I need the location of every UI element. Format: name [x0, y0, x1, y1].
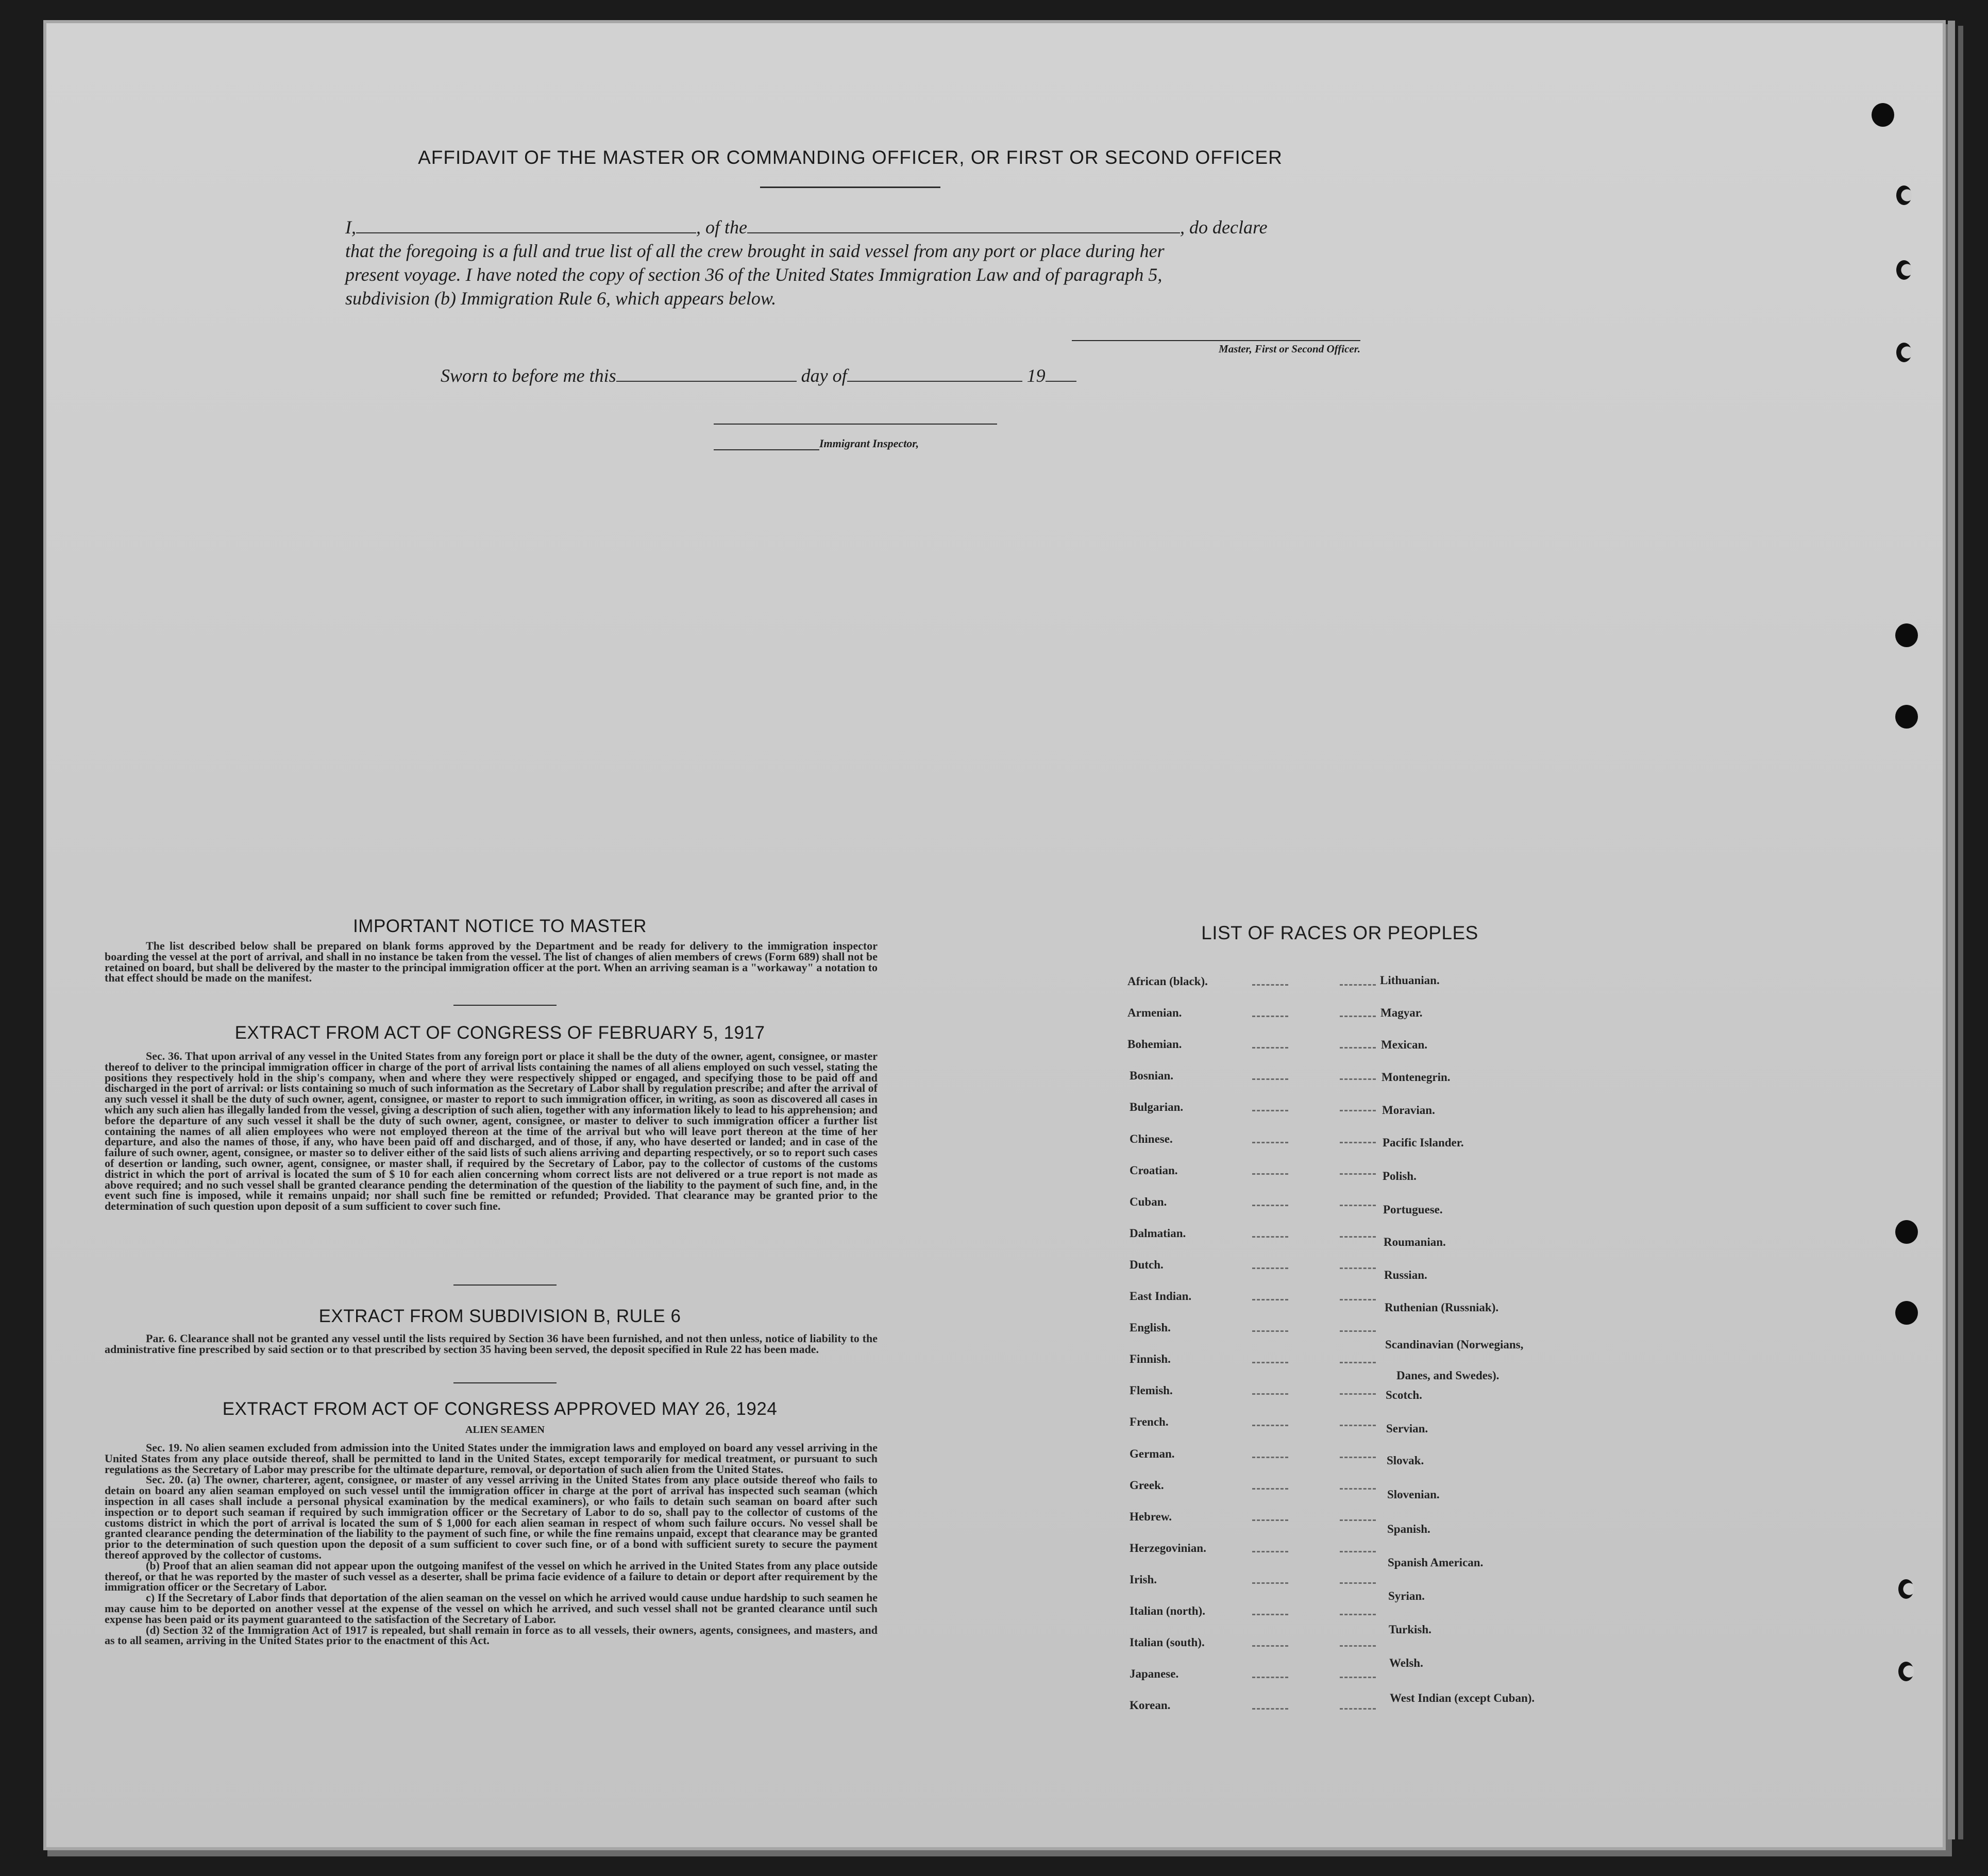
race-item-right: Pacific Islander. [1383, 1136, 1464, 1149]
divider [453, 1382, 557, 1383]
sec-20c-paragraph: c) If the Secretary of Labor finds that deportation of the alien seaman on the vessel on which he arrived would cause undue hardship to such seamen he may cause him to be deported on another vessel at the expense of the vessel on which he arrived, and such vessel shall not be granted clearance until such expense has been paid or its payment guaranteed to the satisfaction of the Secretary of Labor. [105, 1591, 878, 1626]
divider [453, 1005, 557, 1006]
race-item-left: Finnish. [1130, 1353, 1171, 1365]
race-item-right: Polish. [1383, 1170, 1417, 1182]
binder-hole [1895, 705, 1918, 729]
race-item-left: Bohemian. [1127, 1038, 1182, 1051]
leader-dash [1252, 1236, 1288, 1238]
leader-dash [1252, 1142, 1288, 1143]
sec-19-paragraph: Sec. 19. No alien seamen excluded from admission into the United States under the immigration laws and employed on board any vessel arriving in the United States from any place outside thereof, shall be permitted to land in the United States, except temporarily for medical treatment, or pursuant to such regulations as the Secretary of Labor may prescribe for the ultimate departure, removal, or deportation of such alien from the United States. [105, 1441, 878, 1476]
extract-1924-text [105, 1443, 878, 1646]
signature-line [1072, 340, 1360, 341]
leader-dash [1340, 1488, 1376, 1490]
race-item-left: Dalmatian. [1130, 1227, 1186, 1240]
race-item-right: Servian. [1386, 1422, 1428, 1435]
leader-dash [1340, 1016, 1376, 1017]
leader-dash [1340, 1330, 1376, 1332]
notice-paragraph: The list described below shall be prepared on blank forms approved by the Department and be ready for delivery to the immigration inspector boarding the vessel at the port of arrival, and shall in no instance be taken from the vessel. The list of changes of alien members of crews (Form 689) shall not be retained on board, but shall be delivered by the master to the principal immigration officer at the port. When an arriving seaman is a "workaway" a notation to that effect should be made on the manifest. [105, 939, 878, 985]
race-item-right: Portuguese. [1383, 1203, 1443, 1216]
race-item-right: Magyar. [1380, 1006, 1423, 1019]
leader-dash [1252, 1582, 1288, 1584]
race-item-left: Hebrew. [1130, 1510, 1172, 1523]
name-blank [356, 232, 696, 233]
year-prefix: 19 [1026, 365, 1046, 386]
leader-dash [1340, 1457, 1376, 1458]
race-item-left: Bulgarian. [1130, 1101, 1184, 1113]
leader-dash [1340, 1519, 1376, 1521]
race-item-left: African (black). [1127, 975, 1208, 988]
leader-dash [1340, 1142, 1376, 1143]
affidavit-title: AFFIDAVIT OF THE MASTER OR COMMANDING OFFICER, OR FIRST OR SECOND OFFICER [418, 147, 1283, 168]
leader-dash [1252, 1173, 1288, 1175]
extract-rule6-text [105, 1333, 878, 1355]
leader-dash [1340, 1078, 1376, 1080]
affidavit-of-the: , of the [696, 217, 747, 238]
leader-dash [1340, 1173, 1376, 1175]
page-edge [1948, 21, 1955, 1839]
extract-1917-title: EXTRACT FROM ACT OF CONGRESS OF FEBRUARY 5, 1917 [234, 1023, 765, 1043]
race-item-right: Montenegrin. [1382, 1071, 1451, 1084]
extract-rule6-paragraph: Par. 6. Clearance shall not be granted any vessel until the lists required by Section 36 have been furnished, and not then unless, notice of liability to the administrative fine prescribed by said section or to that prescribed by section 35 having been served, the deposit specified in Rule 22 has been made. [105, 1332, 878, 1356]
race-item-right: Mexican. [1381, 1038, 1428, 1051]
leader-dash [1340, 1236, 1376, 1238]
binder-hole [1896, 260, 1912, 280]
leader-dash [1340, 1708, 1376, 1710]
leader-dash [1252, 1519, 1288, 1521]
leader-dash [1340, 1362, 1376, 1363]
affidavit-i: I, [345, 217, 356, 238]
leader-dash [1252, 1551, 1288, 1552]
race-item-left: Greek. [1130, 1479, 1164, 1492]
notice-text [105, 941, 878, 984]
race-item-left: Japanese. [1130, 1667, 1179, 1680]
leader-dash [1252, 1677, 1288, 1678]
race-item-left: German. [1130, 1447, 1175, 1460]
race-item-left: Korean. [1130, 1699, 1171, 1712]
race-item-left: Flemish. [1130, 1384, 1173, 1397]
vessel-blank [747, 232, 1180, 233]
leader-dash [1252, 984, 1288, 986]
leader-dash [1340, 1393, 1376, 1395]
leader-dash [1340, 1267, 1376, 1269]
binder-hole [1895, 1301, 1918, 1325]
race-item-right: Spanish. [1387, 1523, 1430, 1535]
notice-title: IMPORTANT NOTICE TO MASTER [353, 916, 647, 936]
leader-dash [1252, 1299, 1288, 1300]
binder-hole [1896, 185, 1912, 205]
binder-hole [1898, 1662, 1914, 1681]
binder-hole [1872, 103, 1894, 127]
race-item-right: Moravian. [1382, 1104, 1435, 1117]
race-item-left: Cuban. [1130, 1195, 1167, 1208]
leader-dash [1252, 1205, 1288, 1206]
sec-20b-paragraph: (b) Proof that an alien seaman did not appear upon the outgoing manifest of the vessel on which he arrived in the United States from any place outside thereof, or that he was reported by the master of such vessel as a deserter, shall be prima facie evidence of a failure to detain or deport after requirement by the immigration officer or the Secretary of Labor. [105, 1559, 878, 1594]
races-title: LIST OF RACES OR PEOPLES [1201, 922, 1478, 943]
race-item-right: Scotch. [1386, 1389, 1422, 1401]
affidavit-line-2: that the foregoing is a full and true list of all the crew brought in said vessel from any port or place during her [345, 241, 1165, 261]
race-item-right: Russian. [1384, 1269, 1427, 1281]
month-blank [847, 381, 1022, 382]
divider [453, 1285, 557, 1286]
leader-dash [1340, 1677, 1376, 1678]
signature-label: Master, First or Second Officer. [1219, 343, 1360, 355]
race-item-left: Chinese. [1130, 1133, 1173, 1145]
binder-hole [1895, 1220, 1918, 1244]
leader-dash [1340, 984, 1376, 986]
leader-dash [1340, 1299, 1376, 1300]
leader-dash [1340, 1205, 1376, 1206]
race-item-left: Italian (south). [1130, 1636, 1205, 1649]
leader-dash [1252, 1330, 1288, 1332]
race-item-right: Syrian. [1388, 1590, 1425, 1602]
race-item-left: Italian (north). [1130, 1604, 1205, 1617]
binder-hole [1898, 1579, 1914, 1599]
binder-hole [1895, 623, 1918, 647]
affidavit-line-4: subdivision (b) Immigration Rule 6, which appears below. [345, 288, 777, 309]
sworn-text: Sworn to before me this [441, 365, 616, 386]
page-edge-shadow [1958, 26, 1963, 1839]
inspector-label-line [714, 449, 819, 450]
race-item-left: East Indian. [1130, 1290, 1192, 1303]
leader-dash [1252, 1047, 1288, 1049]
affidavit-line-3: present voyage. I have noted the copy of section 36 of the United States Immigration Law and of paragraph 5, [345, 264, 1163, 285]
race-item-right: Roumanian. [1384, 1236, 1446, 1248]
title-underline [760, 187, 940, 188]
sworn-line [441, 365, 1076, 386]
leader-dash [1252, 1016, 1288, 1017]
race-item-left: Irish. [1130, 1573, 1157, 1586]
extract-1924-title: EXTRACT FROM ACT OF CONGRESS APPROVED MAY 26, 1924 [222, 1399, 778, 1419]
race-item-right: Spanish American. [1388, 1556, 1484, 1569]
leader-dash [1340, 1614, 1376, 1615]
race-item-right: Lithuanian. [1380, 974, 1440, 987]
race-item-right: Slovenian. [1387, 1488, 1440, 1501]
race-item-left: French. [1130, 1415, 1169, 1428]
leader-dash [1340, 1047, 1376, 1049]
race-item-right: Ruthenian (Russniak). [1385, 1301, 1499, 1314]
leader-dash [1252, 1267, 1288, 1269]
extract-1917-text [105, 1051, 878, 1212]
day-blank [616, 381, 797, 382]
race-item-left: Croatian. [1130, 1164, 1178, 1177]
race-item-left: Herzegovinian. [1130, 1542, 1206, 1554]
inspector-label: Immigrant Inspector, [819, 437, 919, 450]
affidavit-do-declare: , do declare [1180, 217, 1268, 238]
race-item-continuation: Danes, and Swedes). [1396, 1369, 1500, 1382]
leader-dash [1340, 1582, 1376, 1584]
sec-20a-paragraph: Sec. 20. (a) The owner, charterer, agent, consignee, or master of any vessel arriving in the United States from any place outside thereof who fails to detain on board any alien seaman employed on such vessel until the immigration officer in charge at the port of arrival has inspected such seaman (which inspection in all cases shall include a personal physical examination by the medical examiners), or who fails to detain such seaman on board after such inspection or to deport such seaman if required by such immigration officer or the Secretary of Labor to do so, shall pay to the collector of customs of the customs district in which the port of arrival is located the sum of $ 1,000 for each alien seaman in respect of whom such failure occurs. No vessel shall be granted clearance pending the determination of the liability to the payment of such fine, or while the fine remains unpaid, except that clearance may be granted prior to the determination of such question upon the deposit of a sum sufficient to cover such fine, or of a bond with sufficient surety to secure the payment thereof approved by the collector of customs. [105, 1473, 878, 1561]
leader-dash [1252, 1457, 1288, 1458]
race-item-right: Welsh. [1389, 1657, 1423, 1669]
leader-dash [1340, 1551, 1376, 1552]
race-item-right: West Indian (except Cuban). [1390, 1692, 1535, 1704]
leader-dash [1252, 1393, 1288, 1395]
race-item-left: English. [1130, 1321, 1171, 1334]
race-item-left: Armenian. [1127, 1006, 1182, 1019]
leader-dash [1252, 1425, 1288, 1426]
race-item-left: Dutch. [1130, 1258, 1164, 1271]
year-blank [1046, 381, 1076, 382]
sec-20d-paragraph: (d) Section 32 of the Immigration Act of 1917 is repealed, but shall remain in force as to all vessels, their owners, agents, consignees, and masters, and as to all seamen, arriving in the United States prior to the enactment of this Act. [105, 1623, 878, 1647]
race-item-left: Bosnian. [1130, 1069, 1174, 1082]
leader-dash [1252, 1488, 1288, 1490]
leader-dash [1252, 1708, 1288, 1710]
leader-dash [1252, 1362, 1288, 1363]
extract-1917-paragraph: Sec. 36. That upon arrival of any vessel in the United States from any foreign port or place it shall be the duty of the owner, agent, consignee, or master thereof to deliver to the principal immigration officer in charge of the port of arrival lists containing the names of all aliens employed on such vessel, stating the positions they respectively hold in the ship's company, when and where they were respectively shipped or engaged, and specifying those to be paid off and discharged in the port of arrival: or lists containing so much of such information as the Secretary of Labor shall by regulation prescribe; and after the arrival of any such vessel it shall be the duty of such owner, agent, consignee, or master to report to such immigration officer, in writing, as soon as discovered all cases in which any such alien has illegally landed from the vessel, giving a description of such alien, together with any information likely to lead to his apprehension; and before the departure of any such vessel it shall be the duty of such owner, agent, consignee, or master to deliver to such immigration officer a further list containing the names of all alien employees who were not employed thereon at the time of the arrival but who will leave port thereon at the time of her departure, and also the names of those, if any, who have been paid off and discharged, and of those, if any, who have deserted or landed; and in case of the failure of such owner, agent, consignee, or master so to deliver either of the said lists of such aliens arriving and departing respectively, or so to report such cases of desertion or landing, such owner, agent, consignee, or master shall, if required by the Secretary of Labor, pay to the collector of customs of the customs district in which the port of arrival is located the sum of $ 10 for each alien concerning whom correct lists are not delivered or a true report is not made as above required; and no such vessel shall be granted clearance pending the determination of the question of the liability to the payment of such fine, and, in the event such fine is imposed, while it remains unpaid; nor shall such fine be remitted or refunded; Provided. That clearance may be granted prior to the determination of such question upon deposit of a sum sufficient to cover such fine. [105, 1050, 878, 1213]
leader-dash [1252, 1078, 1288, 1080]
binder-hole [1896, 343, 1912, 362]
alien-seamen-heading: ALIEN SEAMEN [465, 1424, 545, 1435]
extract-rule6-title: EXTRACT FROM SUBDIVISION B, RULE 6 [318, 1306, 681, 1326]
race-item-right: Turkish. [1389, 1623, 1431, 1636]
leader-dash [1252, 1614, 1288, 1615]
inspector-signature-line [714, 424, 997, 425]
affidavit-line-1 [345, 215, 1360, 239]
leader-dash [1340, 1425, 1376, 1426]
race-item-right: Scandinavian (Norwegians, [1385, 1338, 1524, 1351]
leader-dash [1340, 1645, 1376, 1647]
leader-dash [1252, 1110, 1288, 1111]
leader-dash [1340, 1110, 1376, 1111]
leader-dash [1252, 1645, 1288, 1647]
day-of-text: day of [801, 365, 847, 386]
race-item-right: Slovak. [1387, 1454, 1424, 1467]
